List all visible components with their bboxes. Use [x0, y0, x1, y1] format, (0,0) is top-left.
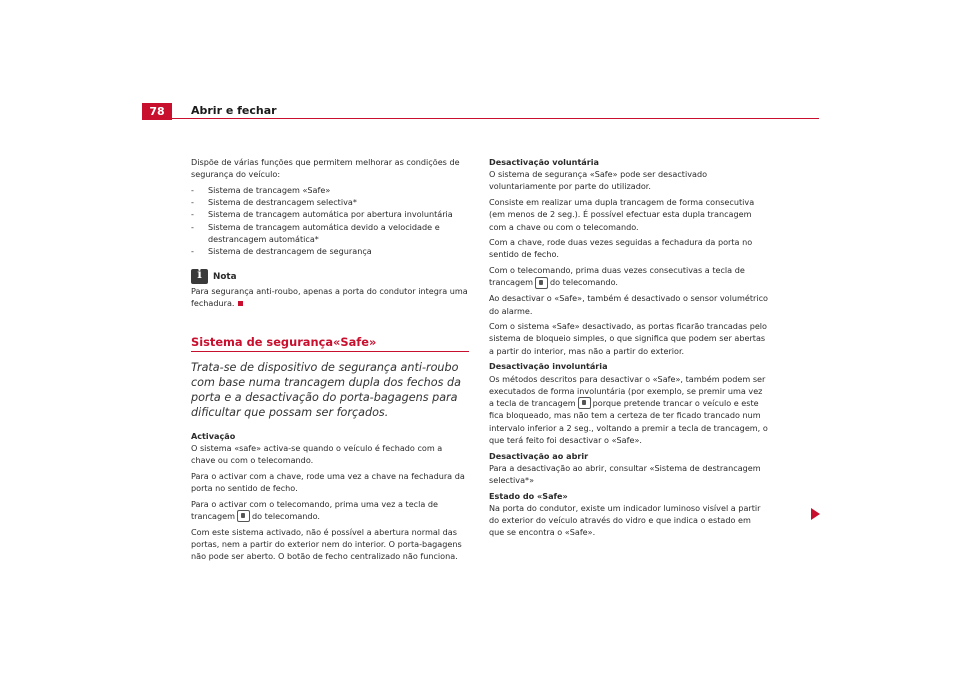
section-heading: Sistema de segurança«Safe» — [191, 336, 469, 352]
involuntary-p1 — [489, 373, 768, 447]
voluntary-heading: Desactivação voluntária — [489, 157, 599, 167]
note-heading — [191, 269, 469, 284]
lock-key-icon — [237, 510, 250, 522]
note-label: Nota — [213, 271, 237, 282]
note-body: Para segurança anti-roubo, apenas a porta do condutor integra uma fechadura. — [191, 286, 468, 309]
involuntary-p1-a: Os métodos descritos para desactivar o «Safe», também podem ser executados de forma involuntária (por exemplo, se premir uma vez a tecla de trancagem — [489, 373, 766, 408]
voluntary-p1: O sistema de segurança «Safe» pode ser desactivado voluntariamente por parte do utilizador. — [489, 169, 708, 192]
right-column — [489, 156, 768, 542]
activation-p3 — [191, 498, 469, 523]
activation-p3-b: do telecomando. — [252, 510, 320, 521]
status-p1: Na porta do condutor, existe um indicador luminoso visível a partir do exterior do veículo através do vidro e que indica o estado em que se encontra o «Safe». — [489, 502, 761, 538]
next-page-arrow-icon — [811, 508, 820, 520]
status-heading: Estado do «Safe» — [489, 490, 568, 501]
lock-key-icon — [578, 397, 591, 409]
activation-p4: Com este sistema activado, não é possível a abertura normal das portas, nem a partir do exterior nem do interior. O porta-bagagens não pode ser aberto. O botão de fecho centralizado não funciona. — [191, 526, 462, 562]
page-number: 78 — [142, 103, 172, 120]
activation-p1: O sistema «safe» activa-se quando o veículo é fechado com a chave ou com o telecomando. — [191, 442, 443, 466]
voluntary-p6: Com o sistema «Safe» desactivado, as portas ficarão trancadas pelo sistema de bloqueio simples, o que significa que podem ser abertas a partir do interior, mas não a partir do exterior. — [489, 321, 768, 356]
list-item: - Sistema de destrancagem selectiva* — [191, 196, 469, 208]
involuntary-p1-b: porque pretende trancar o veículo e este fica bloqueado, mas não tem a certeza de ter ficado trancado num intervalo inferior a 2 seg., voltando a premir a tecla de trancagem, o que terá feito foi desactivar o «Safe». — [489, 397, 768, 445]
note-text — [191, 285, 469, 309]
list-item: - Sistema de destrancagem de segurança — [191, 245, 469, 257]
header-rule — [172, 118, 819, 119]
voluntary-p3: Com a chave, rode duas vezes seguidas a fechadura da porta no sentido de fecho. — [489, 237, 753, 260]
voluntary-p2: Consiste em realizar uma dupla trancagem de forma consecutiva (em menos de 2 seg.). É possível efectuar esta dupla trancagem com a chave ou com o telecomando. — [489, 197, 755, 232]
activation-p3-a: Para o activar com o telecomando, prima uma vez a tecla de trancagem — [191, 498, 439, 521]
lead-paragraph: Trata-se de dispositivo de segurança anti-roubo com base numa trancagem dupla dos fechos da porta e a desactivação do porta-bagagens para dificultar que possam ser forçados. — [191, 360, 461, 419]
voluntary-p4-a: Com o telecomando, prima duas vezes consecutivas a tecla de trancagem — [489, 265, 745, 288]
end-marker-icon — [238, 301, 243, 306]
info-icon — [191, 269, 208, 284]
on-open-p1: Para a desactivação ao abrir, consultar «Sistema de destrancagem selectiva*» — [489, 462, 761, 485]
lock-key-icon — [535, 277, 548, 289]
voluntary-p4-b: do telecomando. — [550, 277, 618, 288]
activation-p2: Para o activar com a chave, rode uma vez a chave na fechadura da porta no sentido de fecho. — [191, 470, 465, 494]
intro-text: Dispõe de várias funções que permitem melhorar as condições de segurança do veículo: — [191, 157, 460, 180]
feature-list — [191, 184, 469, 257]
voluntary-p5: Ao desactivar o «Safe», também é desactivado o sensor volumétrico do alarme. — [489, 293, 769, 316]
on-open-heading: Desactivação ao abrir — [489, 450, 589, 461]
list-item: - Sistema de trancagem «Safe» — [191, 184, 469, 196]
left-column — [191, 156, 469, 566]
list-item: - Sistema de trancagem automática por abertura involuntária — [191, 208, 469, 220]
chapter-title: Abrir e fechar — [191, 104, 277, 117]
voluntary-p4 — [489, 264, 768, 289]
list-item: - Sistema de trancagem automática devido a velocidade e destrancagem automática* — [191, 221, 469, 245]
involuntary-heading: Desactivação involuntária — [489, 361, 608, 372]
activation-heading: Activação — [191, 430, 236, 441]
